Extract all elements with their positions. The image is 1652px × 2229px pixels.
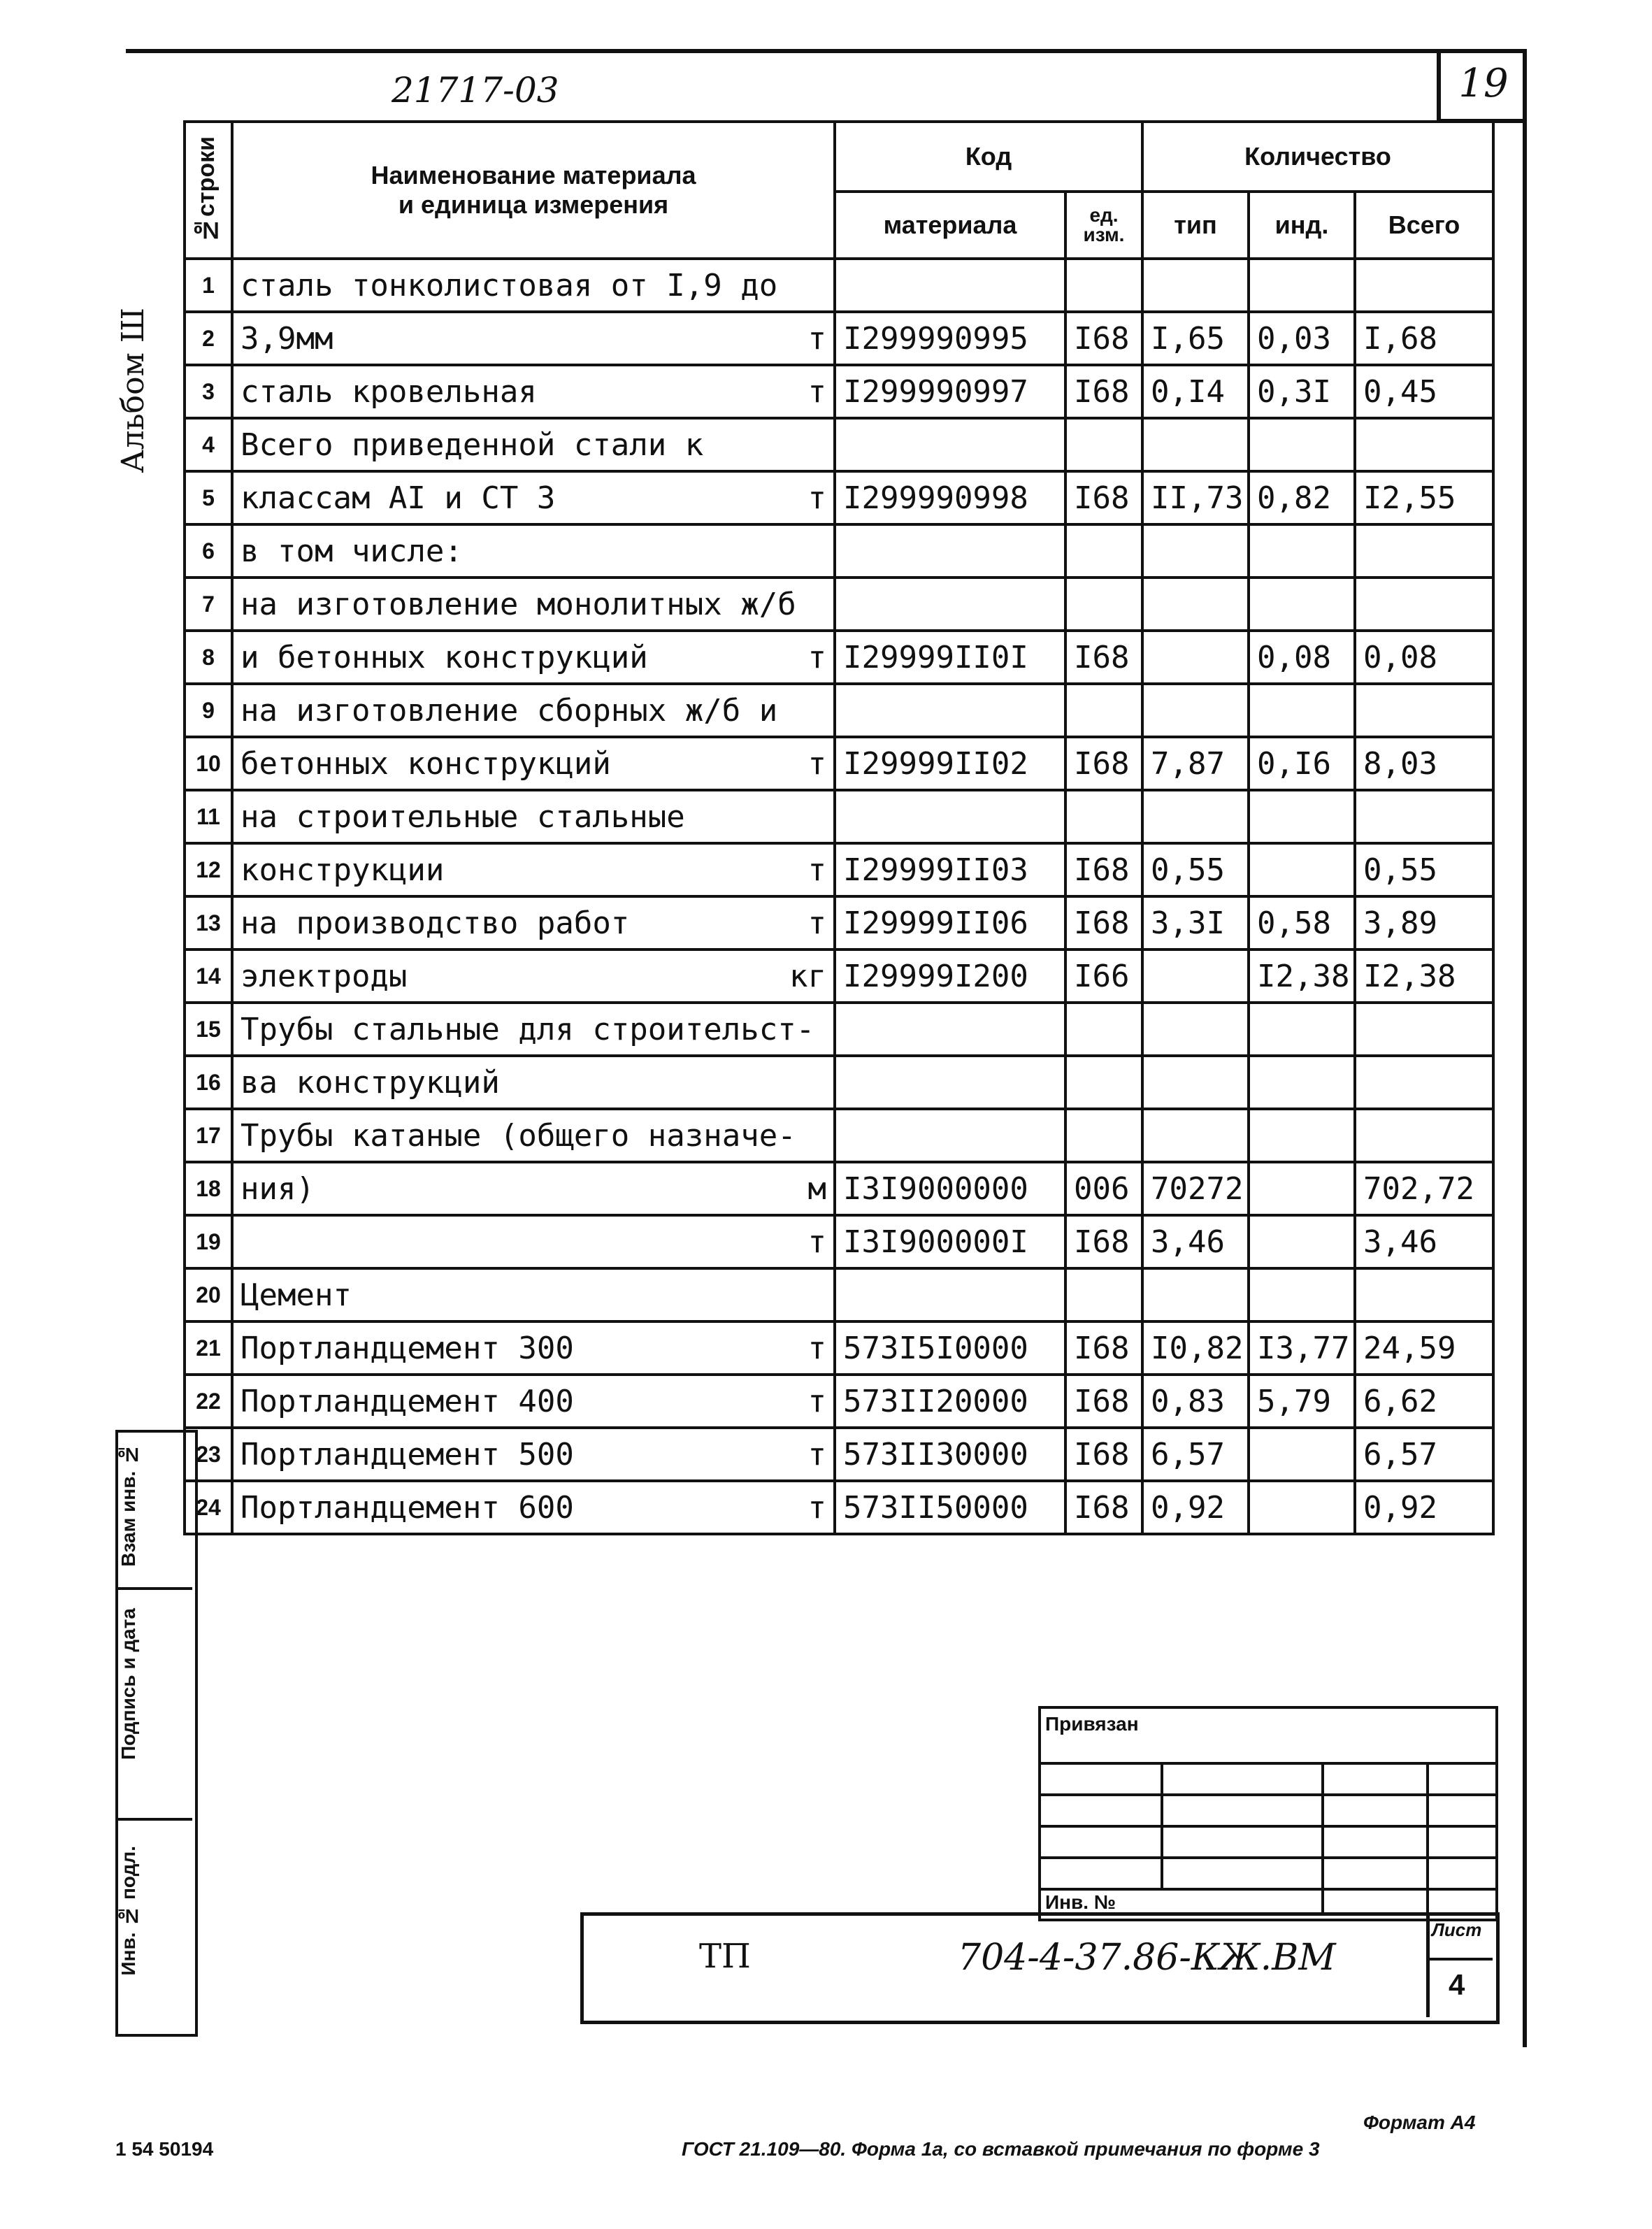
material-name: Всего приведенной стали к — [240, 427, 704, 463]
material-name: 3,9мм — [240, 320, 333, 357]
row-number: 16 — [185, 1056, 232, 1109]
table-row — [185, 1481, 1493, 1534]
document-number: 21717-03 — [392, 70, 559, 110]
qty-ind — [1249, 1162, 1355, 1215]
qty-typ: 6,57 — [1142, 1428, 1249, 1481]
row-number: 2 — [185, 312, 232, 365]
unit-code — [1065, 418, 1142, 471]
qty-typ: 70272 — [1142, 1162, 1249, 1215]
material-name-cell — [232, 1162, 835, 1215]
material-code — [835, 1003, 1065, 1056]
material-name-cell — [232, 365, 835, 418]
qty-ind — [1249, 843, 1355, 896]
qty-total: 0,92 — [1355, 1481, 1493, 1534]
table-row — [185, 896, 1493, 949]
unit-code: 006 — [1065, 1162, 1142, 1215]
row-number: 9 — [185, 684, 232, 737]
material-name: Трубы стальные для строительст- — [240, 1011, 815, 1047]
material-unit: т — [807, 320, 826, 357]
row-number: 12 — [185, 843, 232, 896]
row-number: 22 — [185, 1375, 232, 1428]
material-name-cell — [232, 578, 835, 631]
material-code: 573II50000 — [835, 1481, 1065, 1534]
qty-typ — [1142, 1109, 1249, 1162]
material-unit: т — [807, 1489, 826, 1526]
unit-code: I68 — [1065, 843, 1142, 896]
stamp-vline — [1161, 1762, 1163, 1888]
unit-code: I68 — [1065, 1215, 1142, 1268]
row-number: 14 — [185, 949, 232, 1003]
qty-total: 6,62 — [1355, 1375, 1493, 1428]
table-row — [185, 578, 1493, 631]
row-number: 21 — [185, 1321, 232, 1375]
qty-typ — [1142, 949, 1249, 1003]
material-code: I29999I200 — [835, 949, 1065, 1003]
material-name: Портландцемент 300 — [240, 1330, 574, 1366]
table-body — [185, 259, 1493, 1534]
table-row — [185, 1162, 1493, 1215]
material-unit: т — [807, 480, 826, 516]
table-row — [185, 1003, 1493, 1056]
side-label-vzam-inv: Взам инв. № — [117, 1444, 139, 1567]
side-label-inv-podl: Инв. № подл. — [117, 1846, 139, 1976]
footer-left-code: 1 54 50194 — [115, 2138, 214, 2160]
material-code: I29999II03 — [835, 843, 1065, 896]
unit-code: I66 — [1065, 949, 1142, 1003]
unit-code — [1065, 578, 1142, 631]
qty-total — [1355, 578, 1493, 631]
material-name-cell — [232, 418, 835, 471]
material-code: 573II20000 — [835, 1375, 1065, 1428]
material-name-cell — [232, 259, 835, 312]
unit-code — [1065, 790, 1142, 843]
material-code: I299990995 — [835, 312, 1065, 365]
material-name: Цемент — [240, 1277, 352, 1313]
material-name-cell — [232, 790, 835, 843]
header-qty-typ: тип — [1142, 192, 1249, 259]
qty-total — [1355, 259, 1493, 312]
row-number: 19 — [185, 1215, 232, 1268]
side-label-sign-date: Подпись и дата — [117, 1608, 139, 1760]
material-code — [835, 1056, 1065, 1109]
qty-ind: I2,38 — [1249, 949, 1355, 1003]
qty-typ — [1142, 790, 1249, 843]
qty-total — [1355, 684, 1493, 737]
material-unit: т — [807, 745, 826, 782]
qty-typ: 0,55 — [1142, 843, 1249, 896]
unit-code: I68 — [1065, 896, 1142, 949]
binding-label: Привязан — [1045, 1713, 1139, 1735]
table-row — [185, 1056, 1493, 1109]
material-code: I29999II06 — [835, 896, 1065, 949]
qty-total — [1355, 1109, 1493, 1162]
sheet-label: Лист — [1432, 1919, 1482, 1940]
stamp-vline — [1321, 1762, 1324, 1916]
qty-typ — [1142, 684, 1249, 737]
material-name: классам АI и СТ 3 — [240, 480, 556, 516]
material-code: I29999II02 — [835, 737, 1065, 790]
unit-code: I68 — [1065, 1375, 1142, 1428]
qty-ind: 0,08 — [1249, 631, 1355, 684]
material-name-cell — [232, 1003, 835, 1056]
qty-ind: 5,79 — [1249, 1375, 1355, 1428]
material-name-cell — [232, 684, 835, 737]
qty-ind: 0,58 — [1249, 896, 1355, 949]
row-number: 17 — [185, 1109, 232, 1162]
row-number: 15 — [185, 1003, 232, 1056]
qty-typ: 0,I4 — [1142, 365, 1249, 418]
qty-ind — [1249, 1428, 1355, 1481]
row-number: 20 — [185, 1268, 232, 1321]
qty-typ: 7,87 — [1142, 737, 1249, 790]
qty-ind — [1249, 418, 1355, 471]
qty-total: 3,46 — [1355, 1215, 1493, 1268]
unit-code: I68 — [1065, 737, 1142, 790]
qty-typ: 3,3I — [1142, 896, 1249, 949]
table-row — [185, 631, 1493, 684]
unit-code: I68 — [1065, 365, 1142, 418]
material-name-cell — [232, 1375, 835, 1428]
qty-ind — [1249, 259, 1355, 312]
qty-ind — [1249, 1215, 1355, 1268]
row-number: 7 — [185, 578, 232, 631]
unit-code — [1065, 1109, 1142, 1162]
qty-ind: 0,3I — [1249, 365, 1355, 418]
material-name: в том числе: — [240, 533, 463, 569]
material-name-cell — [232, 737, 835, 790]
material-unit: т — [807, 1383, 826, 1419]
qty-typ — [1142, 259, 1249, 312]
material-name: ния) — [240, 1170, 315, 1207]
qty-ind — [1249, 578, 1355, 631]
qty-ind: 0,I6 — [1249, 737, 1355, 790]
material-name-cell — [232, 1215, 835, 1268]
table-row — [185, 1109, 1493, 1162]
material-name-cell — [232, 1321, 835, 1375]
material-unit: кг — [789, 958, 826, 994]
unit-code — [1065, 1056, 1142, 1109]
material-code — [835, 1109, 1065, 1162]
row-number: 10 — [185, 737, 232, 790]
qty-total: 0,45 — [1355, 365, 1493, 418]
table-row — [185, 524, 1493, 578]
table-row — [185, 259, 1493, 312]
qty-total — [1355, 1268, 1493, 1321]
qty-ind — [1249, 524, 1355, 578]
table-row — [185, 1428, 1493, 1481]
qty-ind — [1249, 1481, 1355, 1534]
format-label: Формат А4 — [1363, 2112, 1476, 2133]
qty-total: I2,38 — [1355, 949, 1493, 1003]
unit-code: I68 — [1065, 1481, 1142, 1534]
qty-ind — [1249, 1003, 1355, 1056]
material-code — [835, 524, 1065, 578]
material-name-cell — [232, 949, 835, 1003]
stamp-vline — [1426, 1762, 1429, 1916]
unit-code: I68 — [1065, 631, 1142, 684]
qty-total: 6,57 — [1355, 1428, 1493, 1481]
material-unit: т — [807, 852, 826, 888]
material-name: Портландцемент 600 — [240, 1489, 574, 1526]
material-name: сталь тонколистовая от I,9 до — [240, 267, 778, 303]
qty-ind — [1249, 1056, 1355, 1109]
qty-typ: I,65 — [1142, 312, 1249, 365]
unit-code — [1065, 1268, 1142, 1321]
qty-total — [1355, 1003, 1493, 1056]
header-code: Код — [835, 122, 1142, 192]
unit-code: I68 — [1065, 471, 1142, 524]
qty-total: I,68 — [1355, 312, 1493, 365]
project-code: 704-4-37.86-КЖ.ВМ — [958, 1937, 1336, 1979]
table-row — [185, 418, 1493, 471]
material-name-cell — [232, 312, 835, 365]
header-material-name: Наименование материала и единица измерения — [232, 122, 835, 259]
material-unit: т — [807, 1224, 826, 1260]
table-row — [185, 949, 1493, 1003]
qty-total: 0,55 — [1355, 843, 1493, 896]
qty-typ: II,73 — [1142, 471, 1249, 524]
qty-ind — [1249, 790, 1355, 843]
qty-total — [1355, 524, 1493, 578]
table-row — [185, 737, 1493, 790]
material-name-cell — [232, 471, 835, 524]
material-name-cell — [232, 1428, 835, 1481]
material-name: электроды — [240, 958, 408, 994]
qty-typ: 0,92 — [1142, 1481, 1249, 1534]
qty-total: 24,59 — [1355, 1321, 1493, 1375]
material-name: на производство работ — [240, 905, 630, 941]
table-row — [185, 843, 1493, 896]
qty-ind: I3,77 — [1249, 1321, 1355, 1375]
material-name: конструкции — [240, 852, 445, 888]
material-unit: т — [807, 1330, 826, 1366]
table-row — [185, 1321, 1493, 1375]
qty-ind — [1249, 1109, 1355, 1162]
material-code: I29999II0I — [835, 631, 1065, 684]
row-number: 6 — [185, 524, 232, 578]
material-code — [835, 790, 1065, 843]
qty-total: 0,08 — [1355, 631, 1493, 684]
header-row-number: №строки — [185, 122, 232, 259]
material-code — [835, 418, 1065, 471]
material-name-cell — [232, 1268, 835, 1321]
material-code: I299990997 — [835, 365, 1065, 418]
material-name: на строительные стальные — [240, 798, 685, 835]
material-name-cell — [232, 1109, 835, 1162]
material-code — [835, 578, 1065, 631]
sheet-number: 4 — [1449, 1968, 1465, 2001]
material-code — [835, 684, 1065, 737]
qty-typ — [1142, 578, 1249, 631]
row-number: 3 — [185, 365, 232, 418]
row-number: 23 — [185, 1428, 232, 1481]
material-name: и бетонных конструкций — [240, 639, 648, 675]
qty-typ — [1142, 524, 1249, 578]
row-number: 13 — [185, 896, 232, 949]
unit-code: I68 — [1065, 1321, 1142, 1375]
qty-typ: I0,82 — [1142, 1321, 1249, 1375]
qty-total: I2,55 — [1355, 471, 1493, 524]
qty-typ: 0,83 — [1142, 1375, 1249, 1428]
row-number: 1 — [185, 259, 232, 312]
qty-ind: 0,82 — [1249, 471, 1355, 524]
qty-total — [1355, 418, 1493, 471]
material-code: 573II30000 — [835, 1428, 1065, 1481]
material-name: Портландцемент 500 — [240, 1436, 574, 1472]
header-code-material: материала — [835, 192, 1065, 259]
tp-label: ТП — [699, 1937, 751, 1976]
material-name: сталь кровельная — [240, 373, 537, 410]
qty-total: 8,03 — [1355, 737, 1493, 790]
material-name-cell — [232, 896, 835, 949]
album-label: Альбом Ш — [115, 308, 151, 473]
row-number: 24 — [185, 1481, 232, 1534]
row-number: 4 — [185, 418, 232, 471]
header-qty-ind: инд. — [1249, 192, 1355, 259]
material-code: I299990998 — [835, 471, 1065, 524]
material-name: Трубы катаные (общего назначе- — [240, 1117, 796, 1154]
row-number: 18 — [185, 1162, 232, 1215]
qty-total: 3,89 — [1355, 896, 1493, 949]
qty-typ — [1142, 631, 1249, 684]
row-number: 8 — [185, 631, 232, 684]
table-row — [185, 684, 1493, 737]
qty-typ: 3,46 — [1142, 1215, 1249, 1268]
material-unit: т — [807, 1436, 826, 1472]
material-name: бетонных конструкций — [240, 745, 611, 782]
material-unit: т — [807, 905, 826, 941]
qty-total: 702,72 — [1355, 1162, 1493, 1215]
qty-typ — [1142, 1056, 1249, 1109]
material-name-cell — [232, 843, 835, 896]
material-name-cell — [232, 631, 835, 684]
footer-gost: ГОСТ 21.109—80. Форма 1а, со вставкой примечания по форме 3 — [682, 2138, 1320, 2160]
qty-ind — [1249, 684, 1355, 737]
table-row — [185, 471, 1493, 524]
material-name: на изготовление сборных ж/б и — [240, 692, 778, 729]
material-name-cell — [232, 1481, 835, 1534]
material-name: ва конструкций — [240, 1064, 500, 1101]
qty-ind — [1249, 1268, 1355, 1321]
material-code — [835, 259, 1065, 312]
unit-code — [1065, 1003, 1142, 1056]
material-unit: т — [807, 373, 826, 410]
unit-code — [1065, 524, 1142, 578]
table-row — [185, 1375, 1493, 1428]
material-code: I3I9000000 — [835, 1162, 1065, 1215]
table-row — [185, 365, 1493, 418]
material-unit: м — [807, 1170, 826, 1207]
material-name-cell — [232, 1056, 835, 1109]
unit-code: I68 — [1065, 312, 1142, 365]
materials-table — [183, 120, 1495, 1535]
qty-total — [1355, 1056, 1493, 1109]
qty-total — [1355, 790, 1493, 843]
header-quantity: Количество — [1142, 122, 1493, 192]
unit-code — [1065, 259, 1142, 312]
unit-code: I68 — [1065, 1428, 1142, 1481]
material-code: I3I900000I — [835, 1215, 1065, 1268]
material-name-cell — [232, 524, 835, 578]
header-qty-total: Всего — [1355, 192, 1493, 259]
material-name: на изготовление монолитных ж/б — [240, 586, 796, 622]
row-number: 11 — [185, 790, 232, 843]
material-code — [835, 1268, 1065, 1321]
qty-typ — [1142, 1003, 1249, 1056]
qty-typ — [1142, 1268, 1249, 1321]
page-number: 19 — [1437, 49, 1526, 123]
sheet-divider — [1426, 1958, 1493, 1961]
table-row — [185, 790, 1493, 843]
header-code-unit: ед. изм. — [1065, 192, 1142, 259]
table-row — [185, 1215, 1493, 1268]
material-name: Портландцемент 400 — [240, 1383, 574, 1419]
material-code: 573I5I0000 — [835, 1321, 1065, 1375]
table-row — [185, 312, 1493, 365]
inv-number-label: Инв. № — [1045, 1891, 1116, 1913]
table-row — [185, 1268, 1493, 1321]
material-unit: т — [807, 639, 826, 675]
unit-code — [1065, 684, 1142, 737]
qty-typ — [1142, 418, 1249, 471]
qty-ind: 0,03 — [1249, 312, 1355, 365]
row-number: 5 — [185, 471, 232, 524]
